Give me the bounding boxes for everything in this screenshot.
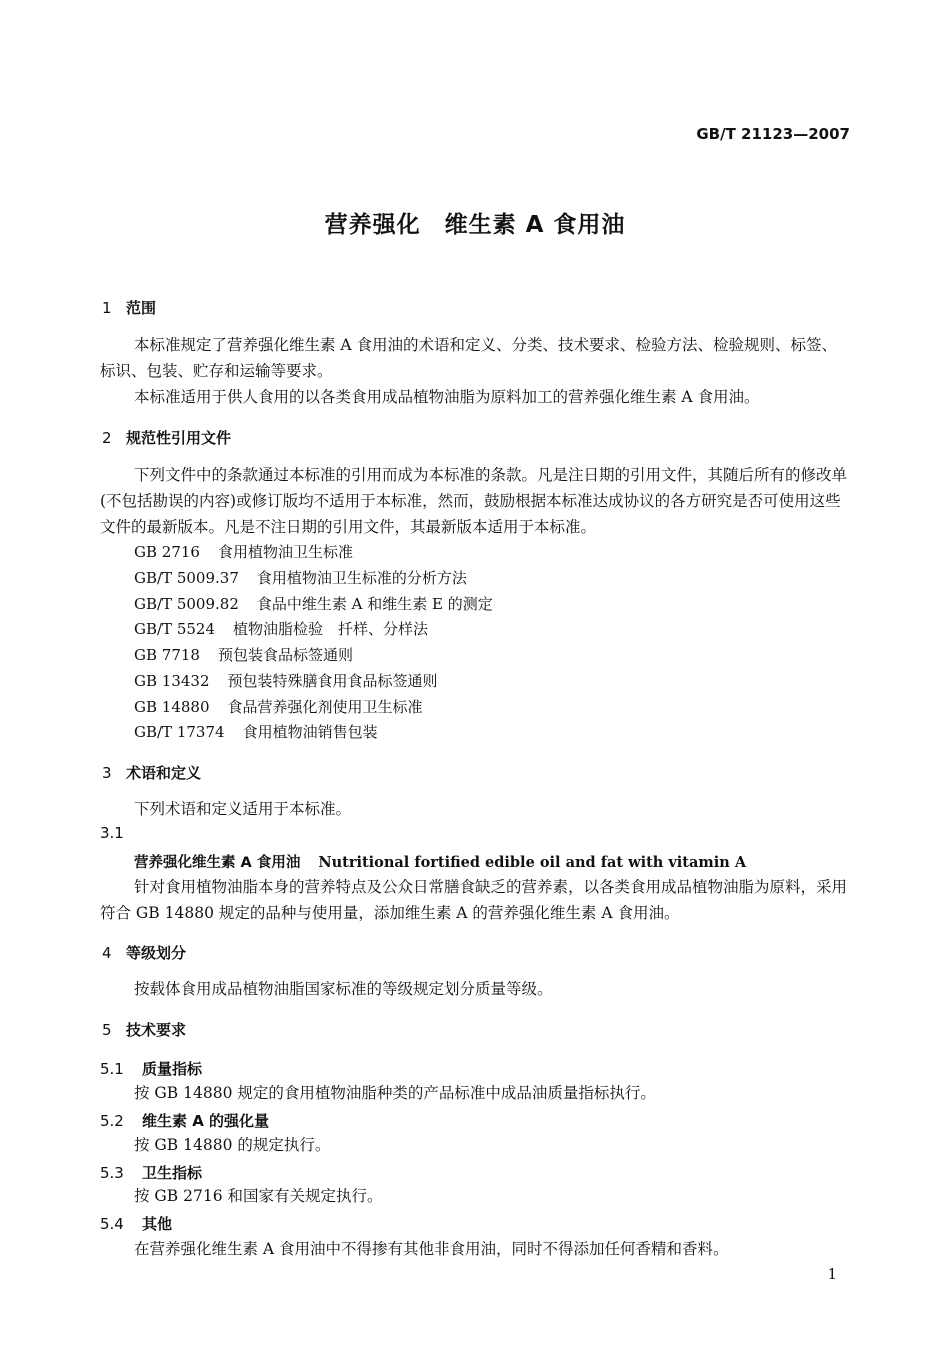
reference-item: [134, 670, 438, 691]
reference-name: 食用植物油卫生标准: [217, 543, 353, 561]
reference-code: GB 7718: [134, 646, 200, 664]
section-number: 2: [102, 429, 112, 447]
term-chinese: 营养强化维生素 A 食用油: [134, 855, 301, 871]
subsection-number: 5.1: [100, 1060, 124, 1078]
section-4-paragraph-1: 按载体食用成品植物油脂国家标准的等级规定划分质量等级。: [134, 980, 553, 998]
reference-code: GB/T 5524: [134, 620, 216, 638]
section-1-paragraph-1: 本标准规定了营养强化维生素 A 食用油的术语和定义、分类、技术要求、检验方法、检验规则、标签、标识、包装、贮存和运输等要求。: [100, 336, 838, 380]
reference-code: GB/T 5009.37: [134, 569, 239, 587]
section-5-heading: [102, 1019, 186, 1040]
section-title: 术语和定义: [126, 764, 202, 782]
subsection-5-2: [100, 1110, 269, 1131]
section-2-heading: [102, 427, 231, 448]
subsection-text: 按 GB 14880 规定的食用植物油脂种类的产品标准中成品油质量指标执行。: [134, 1084, 656, 1102]
reference-name: 植物油脂检验 扦样、分样法: [233, 620, 429, 638]
reference-code: GB/T 5009.82: [134, 595, 239, 613]
reference-code: GB 14880: [134, 698, 210, 716]
reference-item: [134, 696, 423, 717]
section-number: 3: [102, 764, 112, 782]
section-3-paragraph-1: 下列术语和定义适用于本标准。: [134, 800, 352, 818]
reference-item: [134, 644, 353, 665]
subsection-5-1: [100, 1058, 202, 1079]
reference-code: GB 2716: [134, 543, 200, 561]
section-1-paragraph-2: 本标准适用于供人食用的以各类食用成品植物油脂为原料加工的营养强化维生素 A 食用油。: [134, 388, 760, 406]
subsection-5-4: [100, 1213, 172, 1234]
term-entry: [134, 851, 746, 872]
section-number: 1: [102, 299, 112, 317]
subsection-text: 在营养强化维生素 A 食用油中不得掺有其他非食用油，同时不得添加任何香精和香料。: [134, 1240, 729, 1258]
standard-code: GB/T 21123—2007: [696, 125, 850, 143]
reference-name: 食品中维生素 A 和维生素 E 的测定: [256, 595, 493, 613]
page-number: 1: [827, 1265, 837, 1283]
subsection-number: 5.3: [100, 1164, 124, 1182]
section-title: 等级划分: [126, 944, 187, 962]
term-english: Nutritional fortified edible oil and fat with vitamin A: [318, 854, 747, 871]
section-title: 技术要求: [126, 1021, 187, 1039]
subsection-title: 维生素 A 的强化量: [142, 1112, 270, 1130]
subsection-number: 5.2: [100, 1112, 124, 1130]
reference-item: [134, 721, 378, 742]
section-number: 5: [102, 1021, 112, 1039]
reference-code: GB 13432: [134, 672, 210, 690]
subsection-text: 按 GB 14880 的规定执行。: [134, 1136, 331, 1154]
term-definition: 针对食用植物油脂本身的营养特点及公众日常膳食缺乏的营养素，以各类食用成品植物油脂为原料，采用符合 GB 14880 规定的品种与使用量，添加维生素 A 的营养强化维生素 A 食用油。: [100, 878, 848, 922]
reference-name: 食品营养强化剂使用卫生标准: [227, 698, 423, 716]
subsection-number: 5.4: [100, 1215, 124, 1233]
reference-item: [134, 618, 428, 639]
reference-name: 预包装特殊膳食用食品标签通则: [227, 672, 438, 690]
subsection-text: 按 GB 2716 和国家有关规定执行。: [134, 1187, 383, 1205]
reference-item: [134, 593, 493, 614]
reference-item: [134, 541, 353, 562]
section-3-heading: [102, 762, 201, 783]
document-title: 营养强化 维生素 A 食用油: [324, 212, 626, 238]
subsection-5-3: [100, 1162, 202, 1183]
reference-code: GB/T 17374: [134, 723, 225, 741]
section-4-heading: [102, 942, 186, 963]
subsection-title: 其他: [142, 1215, 173, 1233]
reference-name: 预包装食品标签通则: [217, 646, 353, 664]
section-title: 范围: [126, 299, 157, 317]
section-1-heading: [102, 297, 156, 318]
subsection-number: 3.1: [100, 824, 124, 842]
reference-item: [134, 567, 467, 588]
section-number: 4: [102, 944, 112, 962]
subsection-title: 质量指标: [142, 1060, 203, 1078]
subsection-title: 卫生指标: [142, 1164, 203, 1182]
section-2-paragraph-1: 下列文件中的条款通过本标准的引用而成为本标准的条款。凡是注日期的引用文件，其随后所有的修改单(不包括勘误的内容)或修订版均不适用于本标准，然而，鼓励根据本标准达成协议的各方研究是否可使用这些文件的最新版本。凡是不注日期的引用文件，其最新版本适用于本标准。: [100, 466, 848, 536]
reference-name: 食用植物油销售包装: [242, 723, 378, 741]
reference-name: 食用植物油卫生标准的分析方法: [256, 569, 467, 587]
section-title: 规范性引用文件: [126, 429, 232, 447]
